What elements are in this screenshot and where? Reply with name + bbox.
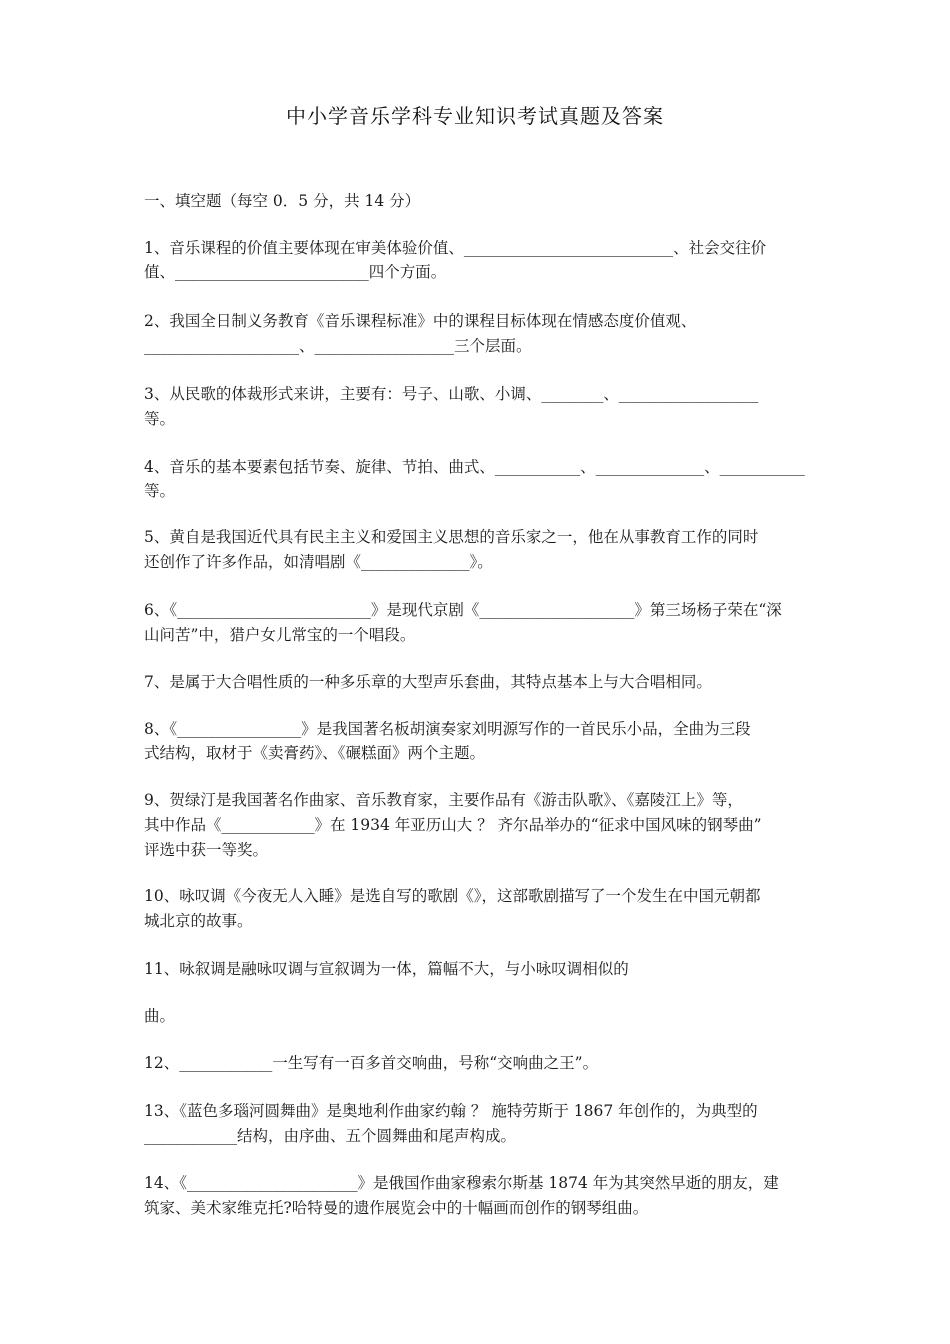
question-12-line-1: 12、____________一生写有一百多首交响曲，号称“交响曲之王”。 — [144, 1054, 599, 1072]
question-3-line-1: 3、从民歌的体裁形式来讲，主要有：号子、山歌、小调、________、__________________ — [144, 385, 759, 403]
question-10-line-2: 城北京的故事。 — [144, 912, 253, 930]
document-title: 中小学音乐学科专业知识考试真题及答案 — [286, 104, 664, 128]
question-5-line-2: 还创作了许多作品，如清唱剧《______________》。 — [144, 553, 493, 571]
question-1-line-1: 1、音乐课程的价值主要体现在审美体验价值、___________________________、社会交往价 — [144, 239, 767, 257]
question-9-line-1: 9、贺绿汀是我国著名作曲家、音乐教育家，主要作品有《游击队歌》、《嘉陵江上》等， — [144, 791, 743, 809]
question-7-line-1: 7、是属于大合唱性质的一种多乐章的大型声乐套曲，其特点基本上与大合唱相同。 — [144, 673, 712, 691]
question-10-line-1: 10、咏叹调《今夜无人入睡》是选自写的歌剧《》，这部歌剧描写了一个发生在中国元朝都 — [144, 887, 761, 905]
question-9-line-3: 评选中获一等奖。 — [144, 841, 269, 859]
question-2-line-2: ____________________、__________________三个层面。 — [144, 337, 532, 355]
question-13-line-1: 13、《蓝色多瑙河圆舞曲》是奥地利作曲家约翰 ？ 施特劳斯于 1867 年创作的，为典型的 — [144, 1102, 758, 1120]
section-heading: 一、填空题（每空 0．5 分，共 14 分） — [144, 192, 421, 210]
question-8-line-2: 式结构，取材于《卖膏药》、《碾糕面》两个主题。 — [144, 744, 486, 762]
question-6-line-1: 6、《_________________________》是现代京剧《____________________》第三场杨子荣在“深 — [144, 601, 782, 619]
question-4-line-2: 等。 — [144, 482, 176, 500]
question-6-line-2: 山问苦”中，猎户女儿常宝的一个唱段。 — [144, 626, 416, 644]
question-1-line-2: 值、_________________________四个方面。 — [144, 263, 447, 281]
question-4-line-1: 4、音乐的基本要素包括节奏、旋律、节拍、曲式、___________、______________、___________ — [144, 458, 805, 476]
question-11-line-1: 11、咏叙调是融咏叹调与宣叙调为一体，篇幅不大，与小咏叹调相似的 — [144, 960, 629, 978]
question-9-line-2: 其中作品《____________》在 1934 年亚历山大 ？ 齐尔品举办的“征求中国风味的钢琴曲” — [144, 816, 762, 834]
question-3-line-2: 等。 — [144, 410, 176, 428]
question-14-line-2: 筑家、美术家维克托?哈特曼的遗作展览会中的十幅画而创作的钢琴组曲。 — [144, 1199, 649, 1217]
question-5-line-1: 5、黄自是我国近代具有民主主义和爱国主义思想的音乐家之一，他在从事教育工作的同时 — [144, 528, 759, 546]
question-14-line-1: 14、《______________________》是俄国作曲家穆索尔斯基 1874 年为其突然早逝的朋友，建 — [144, 1174, 779, 1192]
question-8-line-1: 8、《________________》是我国著名板胡演奏家刘明源写作的一首民乐小品，全曲为三段 — [144, 720, 751, 738]
question-13-line-2: ____________结构，由序曲、五个圆舞曲和尾声构成。 — [144, 1127, 517, 1145]
question-11-line-2: 曲。 — [144, 1007, 176, 1025]
question-2-line-1: 2、我国全日制义务教育《音乐课程标准》中的课程目标体现在情感态度价值观、 — [144, 312, 697, 330]
